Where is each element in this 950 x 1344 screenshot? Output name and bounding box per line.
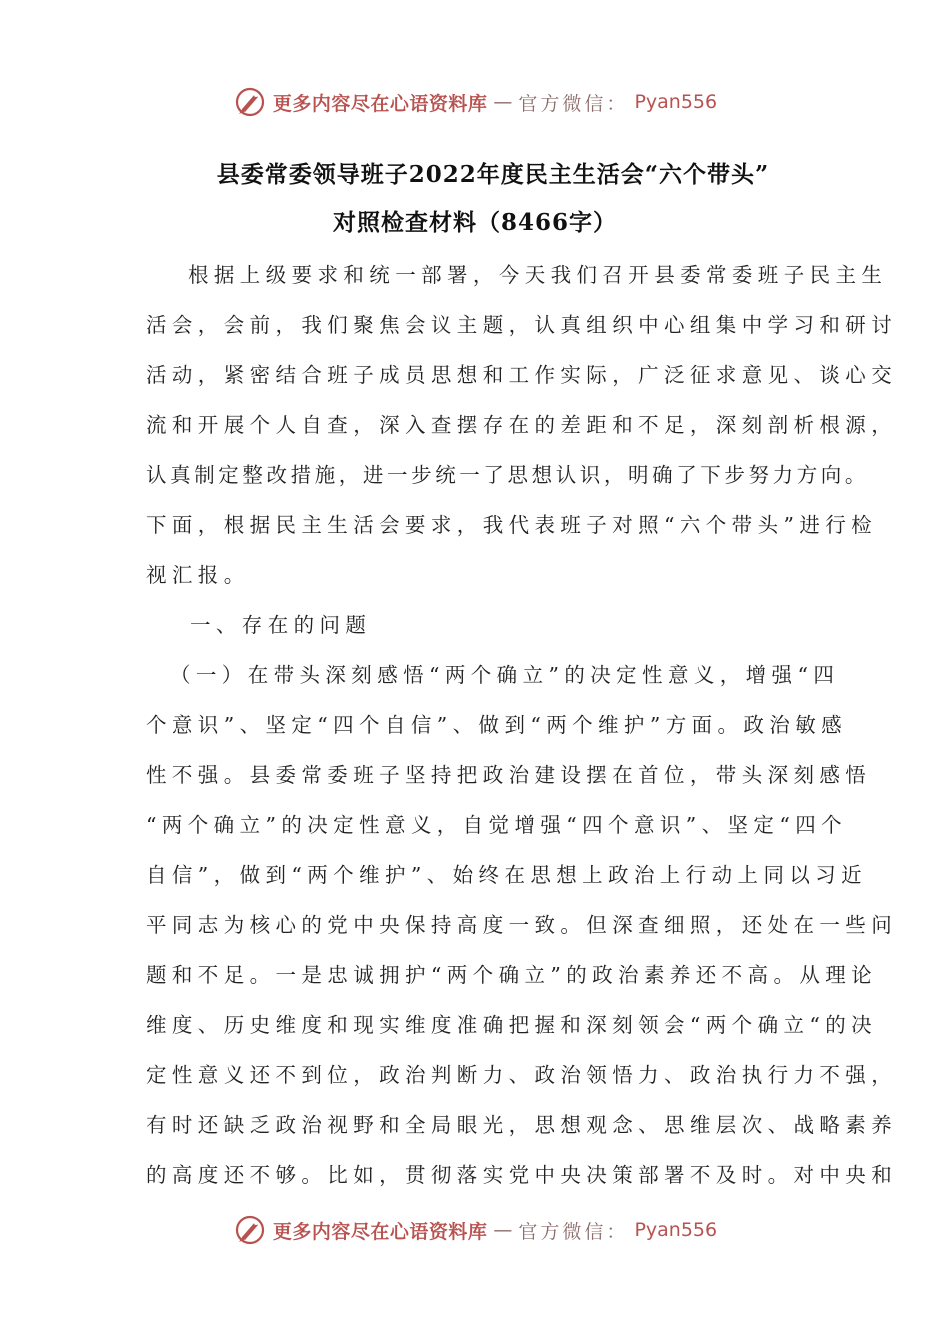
section-heading: 一、存在的问题 [190,613,372,637]
body-line: 有时还缺乏政治视野和全局眼光，思想观念、思维层次、战略素养 [146,1113,898,1137]
body-line: 下面，根据民主生活会要求，我代表班子对照“六个带头”进行检 [146,513,878,537]
watermark-separator: — [493,1219,513,1241]
pen-logo-icon [233,85,267,119]
body-line: 根据上级要求和统一部署，今天我们召开县委常委班子民主生 [188,263,888,287]
watermark-separator: — [493,91,513,113]
watermark-header [0,82,950,122]
watermark-wechat-label: 官方微信： [518,92,629,115]
watermark-footer [0,1210,950,1250]
watermark-text: 更多内容尽在心语资料库 [272,1220,488,1243]
body-line: 个意识”、坚定“四个自信”、做到“两个维护”方面。政治敏感 [146,713,847,737]
body-line: 维度、历史维度和现实维度准确把握和深刻领会“两个确立“的决 [146,1013,878,1037]
document-title-line1: 县委常委领导班子2022年度民主生活会“六个带头” [216,161,770,188]
body-line: 自信”，做到“两个维护”、始终在思想上政治上行动上同以习近 [146,863,868,887]
watermark-text: 更多内容尽在心语资料库 [272,92,488,115]
body-line: 视汇报。 [146,563,250,587]
body-line: 的高度还不够。比如，贯彻落实党中央决策部署不及时。对中央和 [146,1163,898,1187]
subsection-heading: （一）在带头深刻感悟“两个确立”的决定性意义，增强“四 [170,663,840,687]
body-line: 流和开展个人自查，深入查摆存在的差距和不足，深刻剖析根源， [146,413,898,437]
body-line: 活会，会前，我们聚焦会议主题，认真组织中心组集中学习和研讨 [146,313,898,337]
watermark-wechat-id: Pyan556 [634,1219,718,1241]
body-line: 性不强。县委常委班子坚持把政治建设摆在首位，带头深刻感悟 [146,763,872,787]
watermark-wechat-id: Pyan556 [634,91,718,113]
body-line: 认真制定整改措施，进一步统一了思想认识，明确了下步努力方向。 [146,463,869,487]
body-line: 定性意义还不到位，政治判断力、政治领悟力、政治执行力不强， [146,1063,898,1087]
body-line: 题和不足。一是忠诚拥护“两个确立”的政治素养还不高。从理论 [146,963,878,987]
pen-logo-icon [233,1213,267,1247]
body-line: 平同志为核心的党中央保持高度一致。但深查细照，还处在一些问 [146,913,898,937]
body-line: 活动，紧密结合班子成员思想和工作实际，广泛征求意见、谈心交 [146,363,898,387]
document-title-line2: 对照检查材料（8466字） [332,209,617,236]
body-line: “两个确立”的决定性意义，自觉增强“四个意识”、坚定“四个 [146,813,847,837]
watermark-wechat-label: 官方微信： [518,1220,629,1243]
